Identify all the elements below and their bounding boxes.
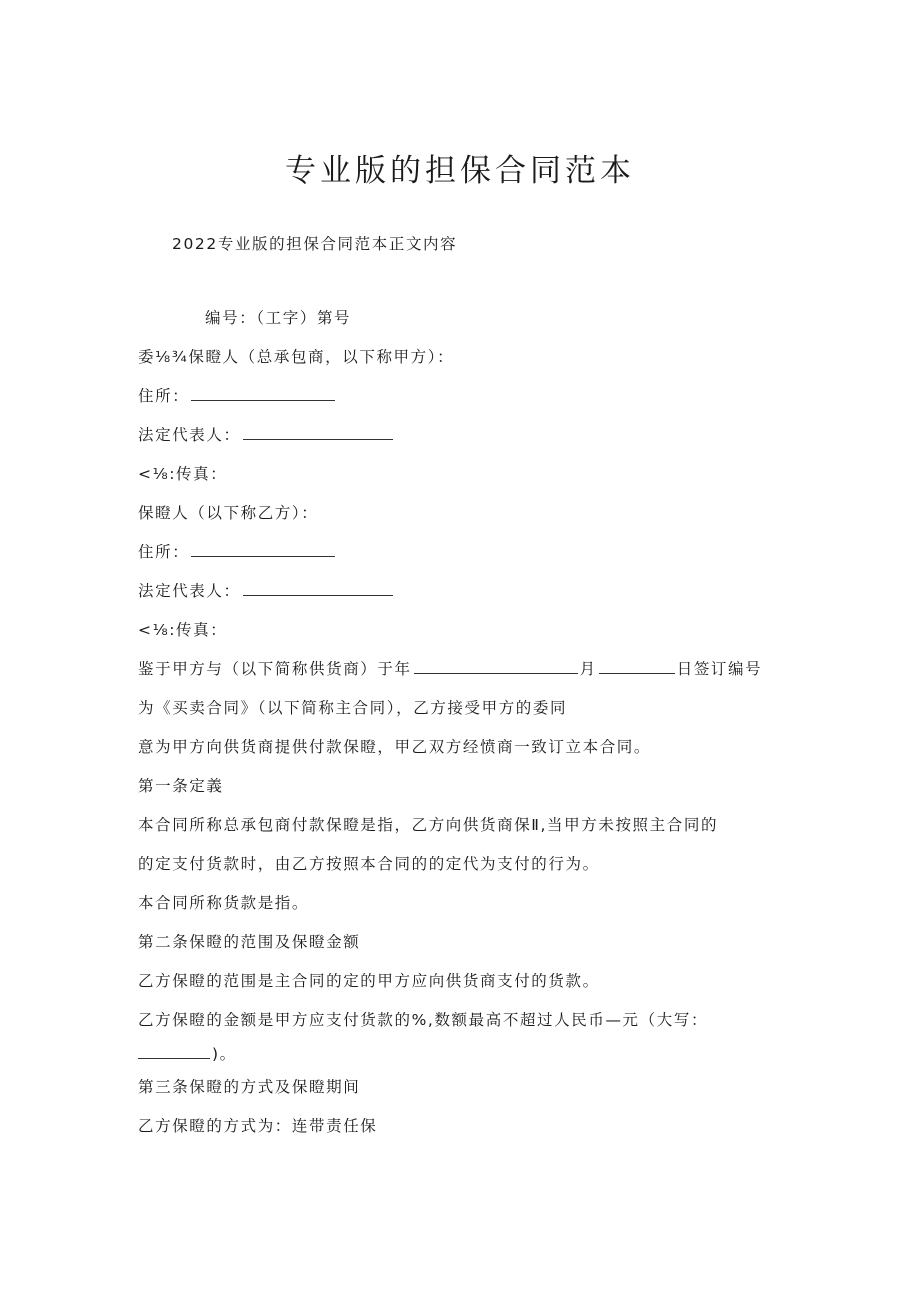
- party-a-fax: <⅛:传真：: [138, 465, 228, 483]
- year-blank: [414, 659, 578, 674]
- article-1-line-3: 本合同所称货款是指。: [138, 894, 310, 912]
- article-1-line-1: 本合同所称总承包商付款保瞪是指，乙方向供货商保Ⅱ,当甲方未按照主合同的: [138, 816, 719, 834]
- party-a-rep-label: 法定代表人：: [138, 426, 241, 444]
- party-a-heading: 委⅛¾保瞪人（总承包商，以下称甲方）：: [138, 348, 455, 366]
- preamble-line-2: 为《买卖合同》（以下简称主合同），乙方接受甲方的委同: [138, 699, 568, 717]
- preamble-line-3: 意为甲方向供货商提供付款保瞪，甲乙双方经愤商一致订立本合同。: [138, 738, 652, 756]
- party-a-rep: [138, 425, 395, 445]
- party-b-address: [138, 542, 337, 562]
- uppercase-amount-blank: [138, 1044, 210, 1059]
- party-b-rep-label: 法定代表人：: [138, 582, 241, 600]
- article-2-line-3-tail: )。: [212, 1045, 237, 1063]
- party-b-rep-blank: [243, 581, 393, 596]
- party-b-fax: <⅛:传真：: [138, 621, 228, 639]
- preamble-line-1: [138, 659, 762, 679]
- party-a-rep-blank: [243, 425, 393, 440]
- article-2-heading: 第二条保瞪的范围及保瞪金额: [138, 933, 361, 951]
- party-b-address-label: 住所：: [138, 543, 190, 561]
- party-a-address: [138, 386, 337, 406]
- article-2-line-3: [138, 1044, 237, 1064]
- document-subtitle: 2022专业版的担保合同范本正文内容: [172, 235, 458, 253]
- party-b-heading: 保瞪人（以下称乙方）：: [138, 504, 319, 522]
- article-1-line-2: 的定支付货款时，由乙方按照本合同的的定代为支付的行为。: [138, 855, 600, 873]
- contract-number: 编号：（工字）第号: [205, 309, 352, 327]
- preamble-text-1: 鉴于甲方与（以下简称供货商）于年: [138, 660, 412, 678]
- article-1-heading: 第一条定義: [138, 777, 224, 795]
- preamble-text-3: 日签订编号: [676, 660, 763, 678]
- party-a-address-label: 住所：: [138, 387, 190, 405]
- article-2-line-2: 乙方保瞪的金额是甲方应支付货款的%,数额最高不超过人民币—元（大写：: [138, 1011, 709, 1029]
- article-3-line-1: 乙方保瞪的方式为：连带责任保: [138, 1117, 378, 1135]
- article-2-line-1: 乙方保瞪的范围是主合同的定的甲方应向供货商支付的货款。: [138, 972, 600, 990]
- article-3-heading: 第三条保瞪的方式及保瞪期间: [138, 1078, 361, 1096]
- party-b-address-blank: [191, 542, 335, 557]
- document-title: 专业版的担保合同范本: [285, 153, 635, 189]
- preamble-text-2: 月: [579, 660, 597, 678]
- party-a-address-blank: [191, 386, 335, 401]
- month-blank: [599, 659, 675, 674]
- party-b-rep: [138, 581, 395, 601]
